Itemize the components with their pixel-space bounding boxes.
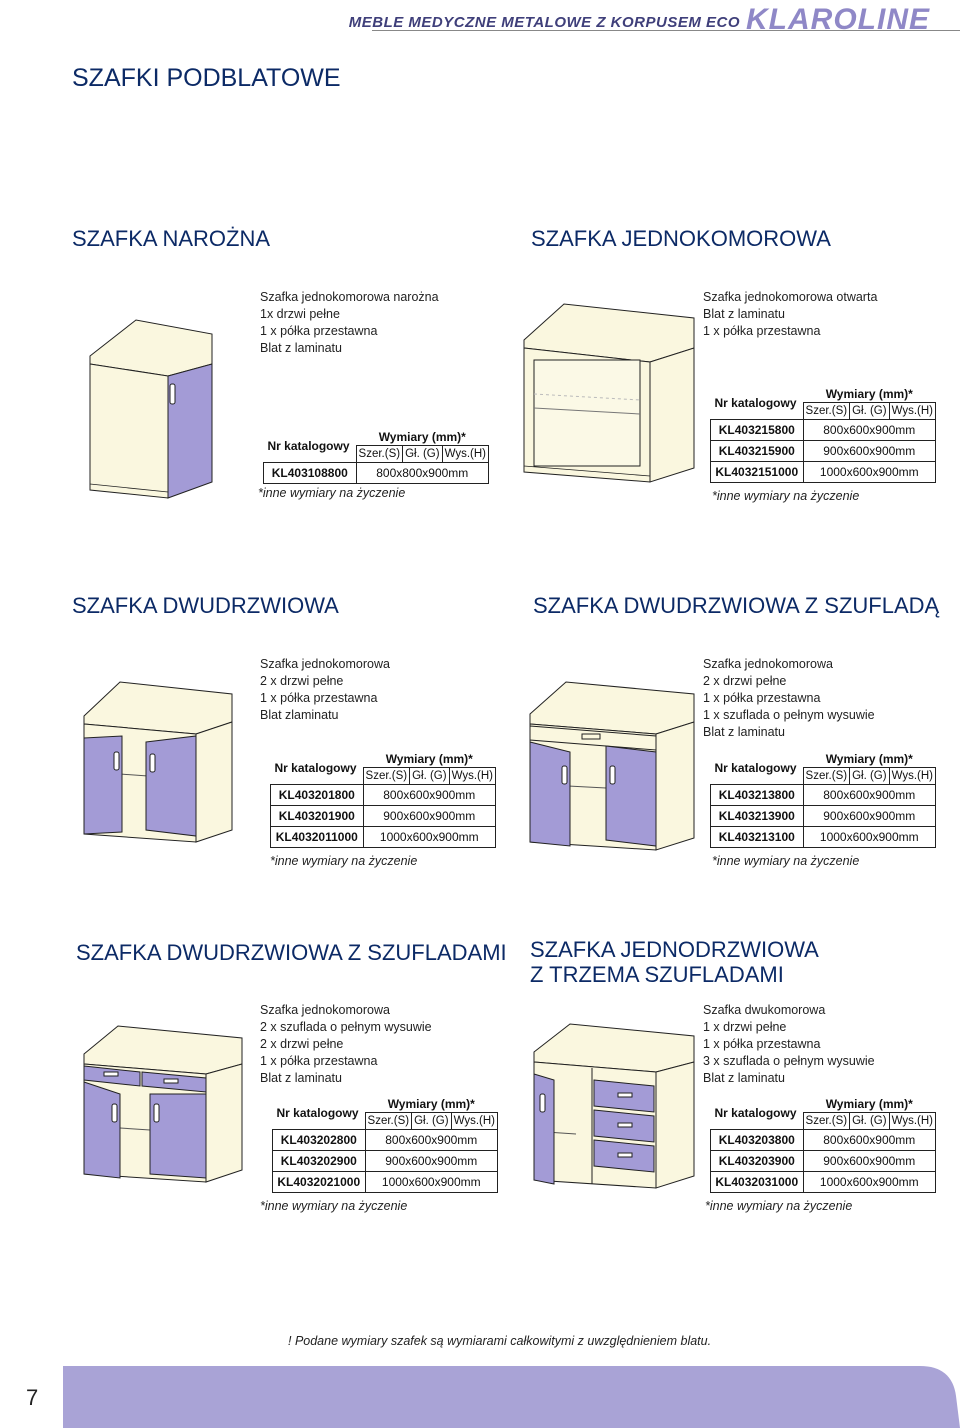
custom-dimensions-note: *inne wymiary na życzenie [705,1199,853,1213]
catalog-code: KL403202800 [273,1130,366,1151]
header [349,3,930,37]
dimensions: 800x600x900mm [803,1130,935,1151]
spec-table: Nr katalogowy Wymiary (mm)* Szer.(S) Gł. (G) Wys.(H) KL403203800 800x600x900mm KL403203900 900x600x900mm KL4032031000 1000x600x900mm [710,1096,936,1193]
catalog-code: KL403215800 [711,420,804,441]
catalog-code: KL4032021000 [273,1172,366,1193]
section-title: SZAFKA JEDNOKOMOROWA [531,226,831,251]
catalog-code: KL403213800 [711,785,804,806]
catalog-code: KL4032011000 [271,827,364,848]
section-description: Szafka jednokomorowa 2 x szuflada o pełnym wysuwie 2 x drzwi pełne 1 x półka przestawna Blat z laminatu [260,1003,432,1085]
catalog-code: KL403215900 [711,441,804,462]
page-title: SZAFKI PODBLATOWE [72,64,341,92]
section-title: SZAFKA JEDNODRZWIOWA Z TRZEMA SZUFLADAMI [530,937,819,987]
catalog-code: KL403203900 [711,1151,804,1172]
double-door-two-drawer-cabinet-illustration [76,1024,246,1186]
section-description: Szafka dwukomorowa 1 x drzwi pełne 1 x półka przestawna 3 x szuflada o pełnym wysuwie Blat z laminatu [703,1003,875,1085]
double-door-cabinet-illustration [76,678,236,846]
dimensions: 900x600x900mm [365,1151,497,1172]
dimensions: 900x600x900mm [803,806,935,827]
custom-dimensions-note: *inne wymiary na życzenie [270,854,418,868]
catalog-code: KL403203800 [711,1130,804,1151]
spec-table: Nr katalogowy Wymiary (mm)* Szer.(S) Gł. (G) Wys.(H) KL403201800 800x600x900mm KL403201900 900x600x900mm KL4032011000 1000x600x900mm [270,751,496,848]
section-description: Szafka jednokomorowa otwarta Blat z laminatu 1 x półka przestawna [703,290,878,338]
open-cabinet-illustration [518,300,698,484]
double-door-drawer-cabinet-illustration [522,680,698,856]
dimensions: 900x600x900mm [803,1151,935,1172]
custom-dimensions-note: *inne wymiary na życzenie [260,1199,408,1213]
custom-dimensions-note: *inne wymiary na życzenie [712,854,860,868]
dimensions: 900x600x900mm [363,806,495,827]
catalog-code: KL403201800 [271,785,364,806]
dimensions: 800x800x900mm [356,463,488,484]
spec-table: Nr katalogowy Wymiary (mm)* Szer.(S) Gł. (G) Wys.(H) KL403108800 800x800x900mm [263,429,489,484]
catalog-code: KL4032031000 [711,1172,804,1193]
page-number: 7 [26,1385,39,1410]
dimensions: 1000x600x900mm [365,1172,497,1193]
section-title: SZAFKA DWUDRZWIOWA Z SZUFLADĄ [533,593,940,618]
dimensions: 900x600x900mm [803,441,935,462]
catalog-code: KL403201900 [271,806,364,827]
footnote: ! Podane wymiary szafek są wymiarami całkowitymi z uwzględnieniem blatu. [288,1334,712,1348]
catalog-code: KL403108800 [264,463,357,484]
dimensions: 800x600x900mm [365,1130,497,1151]
dimensions: 1000x600x900mm [363,827,495,848]
dimensions: 800x600x900mm [803,420,935,441]
spec-table: Nr katalogowy Wymiary (mm)* Szer.(S) Gł. (G) Wys.(H) KL403215800 800x600x900mm KL403215900 900x600x900mm KL4032151000 1000x600x900mm [710,386,936,483]
dimensions: 1000x600x900mm [803,827,935,848]
section-title: SZAFKA NAROŻNA [72,226,271,251]
catalog-code: KL403202900 [273,1151,366,1172]
page-tab-band [0,1366,960,1428]
spec-table: Nr katalogowy Wymiary (mm)* Szer.(S) Gł. (G) Wys.(H) KL403213800 800x600x900mm KL403213900 900x600x900mm KL403213100 1000x600x900mm [710,751,936,848]
corner-cabinet-illustration [80,312,220,498]
custom-dimensions-note: *inne wymiary na życzenie [258,486,406,500]
brand-logo: KLAROLINE [746,3,930,36]
section-description: Szafka jednokomorowa 2 x drzwi pełne 1 x półka przestawna 1 x szuflada o pełnym wysuwie Blat z laminatu [703,657,875,739]
single-door-three-drawer-cabinet-illustration [526,1022,698,1192]
section-title: SZAFKA DWUDRZWIOWA [72,593,339,618]
custom-dimensions-note: *inne wymiary na życzenie [712,489,860,503]
dimensions: 800x600x900mm [363,785,495,806]
section-description: Szafka jednokomorowa 2 x drzwi pełne 1 x półka przestawna Blat zlaminatu [260,657,390,722]
section-description: Szafka jednokomorowa narożna 1x drzwi pełne 1 x półka przestawna Blat z laminatu [260,290,439,355]
catalog-code: KL4032151000 [711,462,804,483]
header-series: MEBLE MEDYCZNE METALOWE Z KORPUSEM ECO [348,14,740,31]
catalog-code: KL403213900 [711,806,804,827]
spec-table: Nr katalogowy Wymiary (mm)* Szer.(S) Gł. (G) Wys.(H) KL403202800 800x600x900mm KL403202900 900x600x900mm KL4032021000 1000x600x900mm [272,1096,498,1193]
dimensions: 1000x600x900mm [803,1172,935,1193]
section-title: SZAFKA DWUDRZWIOWA Z SZUFLADAMI [76,940,507,965]
dimensions: 800x600x900mm [803,785,935,806]
catalog-code: KL403213100 [711,827,804,848]
dimensions: 1000x600x900mm [803,462,935,483]
